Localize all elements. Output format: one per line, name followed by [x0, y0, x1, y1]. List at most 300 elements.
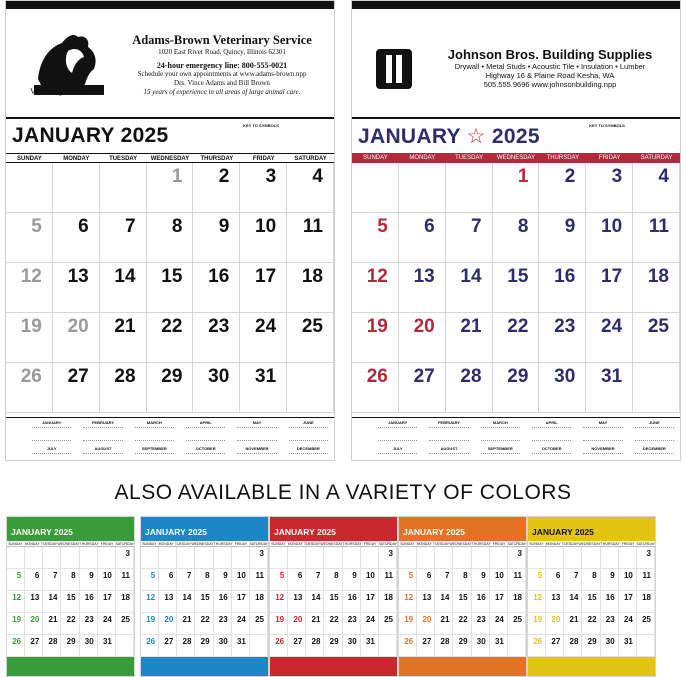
day-cell: [399, 313, 446, 363]
variant-day-cell: [399, 635, 417, 657]
symbol-key: [190, 123, 332, 151]
variant-day-cell: [61, 591, 79, 613]
variant-day-cell: [601, 591, 619, 613]
variant-day-number: 21: [311, 615, 321, 624]
day-number: 21: [114, 316, 136, 337]
variant-weekday-label: SUNDAY: [400, 542, 415, 546]
day-number: 12: [20, 266, 42, 287]
day-cell: [53, 363, 100, 413]
variant-day-number: 20: [551, 615, 561, 624]
variant-day-number: 24: [494, 615, 504, 624]
day-cell: [493, 313, 540, 363]
month-title: [358, 124, 540, 149]
advertiser-tagline: 15 years of experience in all areas of large animal care.: [143, 88, 301, 96]
mini-row: [6, 444, 334, 461]
variant-day-cell: [508, 547, 526, 569]
day-number: 28: [114, 366, 136, 387]
variant-day-number: 14: [440, 593, 450, 602]
variant-day-cell: [98, 591, 116, 613]
variant-day-cell: [80, 569, 98, 591]
mini-month-rows: [635, 427, 674, 441]
variant-day-cell: [116, 547, 134, 569]
day-number: 18: [647, 266, 669, 287]
variant-day-number: 22: [66, 615, 76, 624]
mini-month-name: JULY: [392, 446, 403, 451]
variant-bottom-band: [7, 657, 134, 677]
variant-day-number: 26: [146, 637, 156, 646]
advertiser-emergency: 24-hour emergency line: 800-555-0021: [156, 61, 288, 70]
variant-day-cell: [80, 591, 98, 613]
day-number: 17: [255, 266, 277, 287]
mini-month-rows: [135, 453, 174, 461]
variant-day-cell: [270, 569, 288, 591]
mini-calendars: [6, 417, 334, 461]
variant-day-cell: [43, 547, 61, 569]
mini-month-rows: [532, 453, 571, 461]
variant-day-cell: [508, 569, 526, 591]
variant-day-cell: [214, 613, 232, 635]
mini-month: [231, 444, 282, 461]
day-cell: [446, 363, 493, 413]
variant-day-cell: [546, 635, 564, 657]
variant-day-cell: [361, 569, 379, 591]
day-cell: [352, 213, 399, 263]
weekday-label: MONDAY: [409, 155, 436, 161]
variant-day-cell: [288, 547, 306, 569]
day-cell: [539, 263, 586, 313]
variant-weekday-label: THURSDAY: [342, 542, 362, 546]
day-cell: [193, 163, 240, 213]
mini-month-rows: [32, 453, 71, 461]
variant-day-cell: [399, 569, 417, 591]
mini-month: [283, 418, 334, 444]
symbol-key: [536, 123, 678, 151]
variant-day-cell: [472, 635, 490, 657]
variant-weekday-label: MONDAY: [287, 542, 303, 546]
variant-day-number: 29: [587, 637, 597, 646]
variant-weekday-label: TUESDAY: [40, 542, 58, 546]
variant-day-number: 16: [84, 593, 94, 602]
day-cell: [287, 213, 334, 263]
variant-day-cell: [159, 635, 177, 657]
variant-day-number: 24: [365, 615, 375, 624]
variant-weekday-label: SATURDAY: [636, 542, 655, 546]
variant-day-cell: [417, 547, 435, 569]
day-cell: [446, 163, 493, 213]
variant-day-number: 31: [102, 637, 112, 646]
variant-day-cell: [43, 569, 61, 591]
variant-day-number: 9: [481, 571, 486, 580]
variant-day-cell: [508, 635, 526, 657]
mini-month: [231, 418, 282, 444]
day-number: 25: [647, 316, 669, 337]
day-cell: [539, 163, 586, 213]
variant-day-cell: [472, 613, 490, 635]
variant-day-number: 23: [605, 615, 615, 624]
variant-day-number: 5: [150, 571, 156, 580]
variant-day-cell: [453, 569, 471, 591]
weekday-label: MONDAY: [63, 156, 90, 162]
variant-day-cell: [472, 591, 490, 613]
variant-day-cell: [25, 547, 43, 569]
variant-weekday-label: WEDNESDAY: [191, 542, 214, 546]
day-number: 4: [658, 166, 669, 187]
variant-day-cell: [232, 547, 250, 569]
variant-weekday-label: THURSDAY: [471, 542, 491, 546]
variant-day-cell: [195, 591, 213, 613]
variant-day-cell: [546, 591, 564, 613]
weekday-label: SATURDAY: [294, 156, 327, 162]
mini-month-name: NOVEMBER: [245, 446, 269, 451]
variant-day-number: 25: [255, 615, 264, 624]
variant-day-number: 22: [329, 615, 339, 624]
day-cell: [586, 263, 633, 313]
variant-day-number: 23: [476, 615, 486, 624]
variant-day-cell: [399, 547, 417, 569]
advertiser-address: 1020 East River Road, Quincy, Illinois 62301: [158, 48, 286, 56]
variant-day-cell: [116, 635, 134, 657]
variant-day-number: 28: [311, 637, 321, 646]
variant-day-cell: [324, 569, 342, 591]
variant-day-cell: [98, 635, 116, 657]
mini-month-rows: [481, 453, 520, 461]
color-variant-calendar: [140, 516, 269, 677]
day-number: 19: [366, 316, 388, 337]
variant-day-cell: [141, 635, 159, 657]
variant-day-number: 3: [125, 549, 130, 558]
variant-weekday-label: MONDAY: [545, 542, 561, 546]
variant-day-number: 30: [218, 637, 228, 646]
day-number: 24: [601, 316, 623, 337]
variant-day-number: 9: [610, 571, 615, 580]
variant-day-cell: [195, 613, 213, 635]
day-number: 4: [312, 166, 323, 187]
day-number: 2: [564, 166, 576, 187]
advertiser-header: [6, 9, 334, 117]
advertiser-line1: Drywall • Metal Studs • Acoustic Tile • Insulation • Lumber: [454, 62, 646, 71]
day-number: 3: [611, 166, 623, 187]
mini-month-name: JANUARY: [42, 420, 62, 425]
weekday-header: [352, 153, 680, 163]
day-cell: [287, 163, 334, 213]
variant-day-number: 18: [121, 593, 130, 602]
variant-day-number: 15: [200, 593, 210, 602]
variant-weekday-label: FRIDAY: [492, 542, 506, 546]
mini-month: [577, 444, 628, 461]
variant-day-number: 11: [642, 571, 651, 580]
day-number: 14: [114, 266, 136, 287]
day-number: 7: [124, 216, 136, 237]
variant-day-cell: [361, 591, 379, 613]
variant-day-cell: [270, 613, 288, 635]
variant-day-number: 5: [279, 571, 285, 580]
day-cell: [6, 313, 53, 363]
variant-weekday-label: SATURDAY: [378, 542, 397, 546]
day-cell: [539, 313, 586, 363]
variant-day-cell: [288, 613, 306, 635]
day-number: 8: [517, 216, 529, 237]
variant-day-number: 28: [48, 637, 58, 646]
variant-weekday-label: MONDAY: [24, 542, 40, 546]
variant-day-number: 17: [494, 593, 504, 602]
variant-day-cell: [508, 613, 526, 635]
variant-day-cell: [25, 613, 43, 635]
colors-banner: ALSO AVAILABLE IN A VARIETY OF COLORS: [114, 481, 572, 504]
variant-day-number: 6: [426, 571, 432, 580]
variant-day-cell: [7, 569, 25, 591]
day-cell: [147, 263, 194, 313]
day-number: 5: [31, 216, 42, 237]
day-number: 11: [648, 216, 669, 237]
month-year: 2025: [491, 125, 540, 148]
variant-weekday-label: SUNDAY: [529, 542, 544, 546]
variant-day-cell: [582, 591, 600, 613]
variant-day-cell: [250, 635, 268, 657]
variant-day-number: 13: [551, 593, 561, 602]
variant-day-cell: [508, 591, 526, 613]
variant-day-number: 25: [642, 615, 651, 624]
mini-month-rows: [635, 453, 674, 461]
variant-day-number: 7: [315, 571, 321, 580]
day-cell: [493, 163, 540, 213]
variant-day-number: 14: [569, 593, 579, 602]
variant-day-cell: [453, 591, 471, 613]
variant-day-cell: [288, 569, 306, 591]
variant-day-cell: [564, 635, 582, 657]
variant-day-number: 31: [623, 637, 633, 646]
variant-day-number: 27: [164, 637, 174, 646]
mini-month: [26, 444, 77, 461]
variant-month-title: JANUARY 2025: [399, 523, 526, 541]
key-title: KEY TO SYMBOLS: [589, 123, 625, 128]
day-number: 11: [302, 216, 323, 237]
mini-month-name: APRIL: [545, 420, 558, 425]
variant-day-cell: [637, 569, 655, 591]
day-cell: [493, 263, 540, 313]
variant-day-cell: [141, 547, 159, 569]
variant-day-cell: [250, 613, 268, 635]
day-number: 5: [377, 216, 388, 237]
variant-day-cell: [546, 569, 564, 591]
month-word: JANUARY: [358, 125, 461, 148]
mini-month: [475, 444, 526, 461]
variant-day-number: 24: [102, 615, 112, 624]
mini-month-rows: [378, 427, 417, 441]
variant-day-cell: [582, 635, 600, 657]
day-cell: [352, 263, 399, 313]
variant-day-cell: [7, 591, 25, 613]
variant-weekday-label: WEDNESDAY: [449, 542, 472, 546]
variant-day-cell: [582, 613, 600, 635]
variant-day-cell: [619, 591, 637, 613]
advertiser-doctors: Drs. Vince Adams and Bill Brown: [174, 79, 270, 87]
mini-month-name: MARCH: [146, 420, 162, 425]
variant-weekday-label: SUNDAY: [142, 542, 157, 546]
day-cell: [539, 363, 586, 413]
day-number: 20: [67, 316, 89, 337]
variant-day-cell: [528, 613, 546, 635]
day-cell: [399, 363, 446, 413]
variant-weekday-label: MONDAY: [158, 542, 174, 546]
variant-day-number: 29: [458, 637, 468, 646]
mini-spacer: [6, 418, 26, 444]
day-cell: [193, 213, 240, 263]
variant-day-number: 23: [84, 615, 94, 624]
variant-day-cell: [435, 569, 453, 591]
variant-day-number: 23: [218, 615, 228, 624]
variant-day-cell: [582, 547, 600, 569]
day-number: 18: [301, 266, 323, 287]
mini-month: [283, 444, 334, 461]
day-number: 22: [507, 316, 529, 337]
variant-day-cell: [472, 547, 490, 569]
day-cell: [240, 313, 287, 363]
variant-day-number: 8: [71, 571, 76, 580]
mini-month-rows: [83, 427, 122, 441]
day-cell: [446, 263, 493, 313]
variant-weekday-label: FRIDAY: [621, 542, 635, 546]
variant-day-cell: [232, 635, 250, 657]
mini-month-rows: [289, 453, 328, 461]
day-cell: [100, 213, 147, 263]
variant-day-number: 29: [200, 637, 210, 646]
variant-day-number: 29: [66, 637, 76, 646]
variant-day-cell: [435, 635, 453, 657]
day-number: 3: [265, 166, 277, 187]
mini-month-rows: [83, 453, 122, 461]
variant-month-title: JANUARY 2025: [528, 523, 655, 541]
variant-day-cell: [379, 635, 397, 657]
day-number: 25: [301, 316, 323, 337]
day-cell: [53, 263, 100, 313]
mini-spacer: [352, 418, 372, 444]
day-cell: [147, 313, 194, 363]
day-cell: [493, 363, 540, 413]
variant-day-cell: [214, 635, 232, 657]
day-cell: [352, 363, 399, 413]
mini-month: [629, 418, 680, 444]
day-number: 15: [161, 266, 183, 287]
variant-day-number: 6: [555, 571, 561, 580]
variant-weekday-label: TUESDAY: [174, 542, 192, 546]
day-number: 13: [67, 266, 89, 287]
variant-day-cell: [195, 569, 213, 591]
variant-day-number: 10: [365, 571, 375, 580]
mini-month-name: FEBRUARY: [437, 420, 461, 425]
variant-day-cell: [159, 591, 177, 613]
variant-weekday-label: MONDAY: [416, 542, 432, 546]
day-cell: [147, 363, 194, 413]
day-cell: [633, 263, 680, 313]
variant-day-number: 16: [476, 593, 486, 602]
variant-day-cell: [417, 591, 435, 613]
mini-calendars: [352, 417, 680, 461]
variant-day-cell: [399, 613, 417, 635]
day-cell: [287, 363, 334, 413]
mini-month-name: OCTOBER: [541, 446, 562, 451]
variant-day-number: 11: [121, 571, 130, 580]
variant-day-cell: [637, 547, 655, 569]
variant-day-cell: [214, 569, 232, 591]
day-number: 9: [218, 216, 230, 237]
weekday-label: SUNDAY: [17, 156, 42, 162]
variant-day-cell: [159, 613, 177, 635]
day-number: 30: [208, 366, 230, 387]
variant-day-number: 28: [440, 637, 450, 646]
mini-month-name: AUGUST: [94, 446, 112, 451]
mini-month-rows: [186, 453, 225, 461]
variant-day-number: 3: [646, 549, 651, 558]
variant-day-number: 7: [573, 571, 579, 580]
day-cell: [352, 313, 399, 363]
variant-day-cell: [417, 569, 435, 591]
mini-month-name: FEBRUARY: [91, 420, 115, 425]
variant-day-cell: [7, 547, 25, 569]
variant-day-cell: [306, 591, 324, 613]
weekday-label: FRIDAY: [252, 156, 275, 162]
variant-day-cell: [80, 635, 98, 657]
variant-day-number: 19: [533, 615, 543, 624]
mini-month-rows: [532, 427, 571, 441]
variant-day-cell: [637, 591, 655, 613]
variant-weekday-label: FRIDAY: [363, 542, 377, 546]
weekday-label: WEDNESDAY: [496, 155, 536, 161]
variant-day-cell: [528, 547, 546, 569]
day-number: 14: [460, 266, 482, 287]
variant-day-cell: [379, 547, 397, 569]
variant-day-cell: [43, 613, 61, 635]
variant-weekday-label: THURSDAY: [600, 542, 620, 546]
variant-day-number: 18: [513, 593, 522, 602]
day-number: 15: [507, 266, 529, 287]
advertiser-name: Adams-Brown Veterinary Service: [132, 33, 312, 47]
day-cell: [240, 363, 287, 413]
variant-day-number: 30: [84, 637, 94, 646]
day-cell: [53, 213, 100, 263]
day-cell: [240, 163, 287, 213]
variant-weekday-label: FRIDAY: [100, 542, 114, 546]
variant-day-number: 26: [12, 637, 22, 646]
variant-day-cell: [7, 635, 25, 657]
variant-day-number: 16: [347, 593, 357, 602]
day-cell: [633, 363, 680, 413]
variant-day-number: 8: [463, 571, 468, 580]
variant-day-number: 18: [255, 593, 264, 602]
variant-day-number: 8: [334, 571, 339, 580]
variant-weekday-label: WEDNESDAY: [320, 542, 343, 546]
variant-day-cell: [288, 591, 306, 613]
day-number: 24: [255, 316, 277, 337]
weekday-label: FRIDAY: [598, 155, 621, 161]
variant-day-cell: [490, 591, 508, 613]
variant-day-cell: [43, 635, 61, 657]
variant-day-number: 24: [236, 615, 246, 624]
variant-day-number: 18: [384, 593, 393, 602]
variant-day-cell: [546, 613, 564, 635]
day-number: 8: [171, 216, 183, 237]
day-grid: [352, 163, 680, 413]
variant-day-number: 18: [642, 593, 651, 602]
mini-month: [526, 418, 577, 444]
advertiser-header: [352, 9, 680, 117]
key-title: KEY TO SYMBOLS: [243, 123, 279, 128]
variant-day-number: 8: [592, 571, 597, 580]
variant-day-number: 16: [605, 593, 615, 602]
mini-month-name: SEPTEMBER: [141, 446, 167, 451]
day-grid: [6, 163, 334, 413]
variant-day-cell: [61, 547, 79, 569]
day-cell: [539, 213, 586, 263]
